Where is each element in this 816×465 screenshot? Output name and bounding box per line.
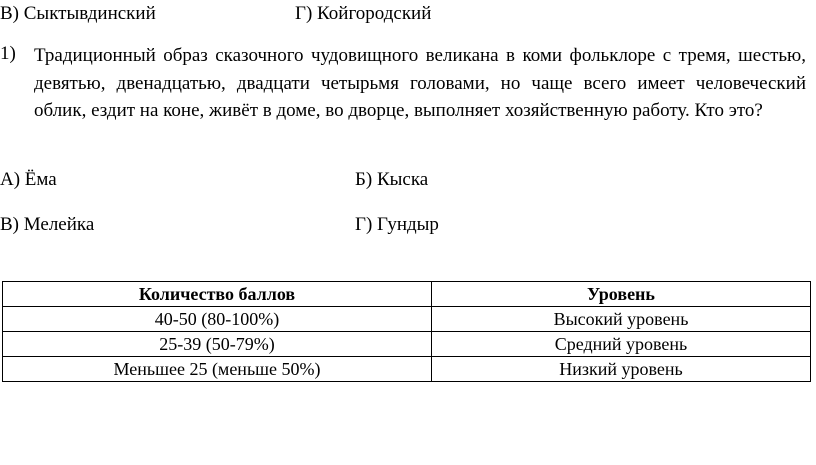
table-header-row xyxy=(3,282,811,307)
level-cell: Низкий уровень xyxy=(432,357,811,382)
header-level: Уровень xyxy=(432,282,811,307)
answer-a: А) Ёма xyxy=(0,169,57,190)
answer-v: В) Мелейка xyxy=(0,214,95,235)
table-row xyxy=(3,332,811,357)
points-cell: Меньшее 25 (меньше 50%) xyxy=(3,357,432,382)
score-table xyxy=(2,281,811,382)
question-text: Традиционный образ сказочного чудовищного великана в коми фольклоре с тремя, шестью, девятью, двенадцатью, двадцати четырьмя головами, но чаще всего имеет человеческий облик, ездит на коне, живёт в доме, во дворце, выполняет хозяйственную работу. Кто это? xyxy=(34,45,806,121)
header-points: Количество баллов xyxy=(3,282,432,307)
answer-g: Г) Гундыр xyxy=(355,214,439,235)
answer-b: Б) Кыска xyxy=(355,169,429,190)
level-cell: Высокий уровень xyxy=(432,307,811,332)
table-row xyxy=(3,307,811,332)
points-cell: 25-39 (50-79%) xyxy=(3,332,432,357)
points-cell: 40-50 (80-100%) xyxy=(3,307,432,332)
option-g-top: Г) Койгородский xyxy=(295,3,432,24)
option-v-top: В) Сыктывдинский xyxy=(0,3,156,24)
table-row xyxy=(3,357,811,382)
question-number: 1) xyxy=(0,43,16,64)
level-cell: Средний уровень xyxy=(432,332,811,357)
